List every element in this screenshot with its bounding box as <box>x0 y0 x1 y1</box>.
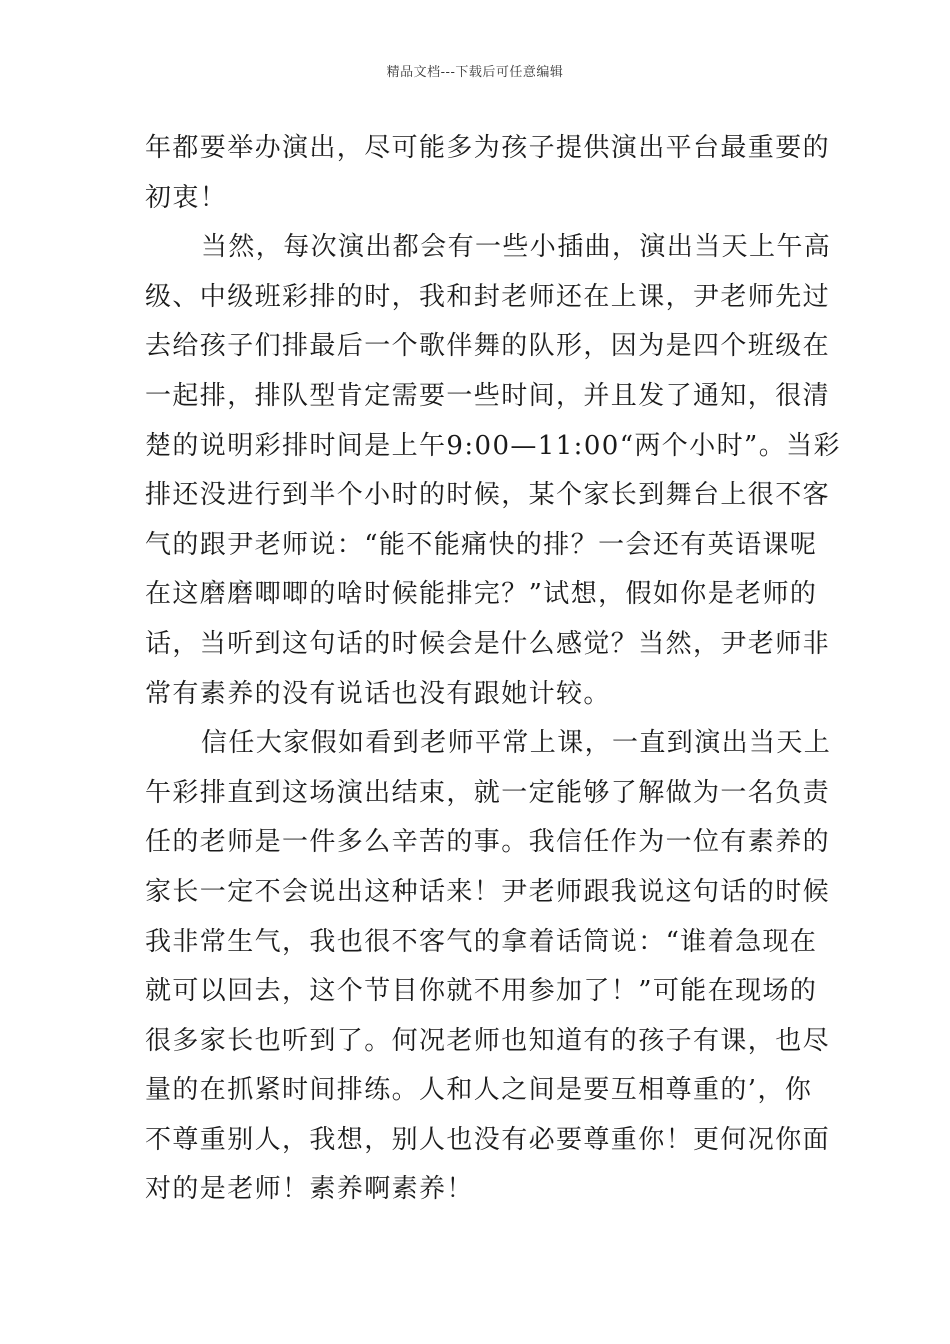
text-line: 对的是老师！素养啊素养！ <box>145 1174 474 1205</box>
text-line: 一起排，排队型肯定需要一些时间，并且发了通知，很清 <box>145 380 831 411</box>
text-line: 我非常生气，我也很不客气的拿着话筒说：“谁着急现在 <box>145 926 818 957</box>
text-line: 去给孩子们排最后一个歌伴舞的队形，因为是四个班级在 <box>145 331 831 362</box>
text-line: 初衷！ <box>145 182 228 213</box>
text-line: 很多家长也听到了。何况老师也知道有的孩子有课，也尽 <box>145 1025 831 1056</box>
text-line: 在这磨磨唧唧的啥时候能排完？”试想，假如你是老师的 <box>145 579 818 610</box>
text-line: 年都要举办演出，尽可能多为孩子提供演出平台最重要的 <box>145 133 831 163</box>
text-line: 排还没进行到半个小时的时候，某个家长到舞台上很不客 <box>145 480 831 511</box>
text-line: 任的老师是一件多么辛苦的事。我信任作为一位有素养的 <box>145 827 831 858</box>
text-line: 午彩排直到这场演出结束，就一定能够了解做为一名负责 <box>145 777 831 808</box>
document-body <box>145 124 841 1215</box>
paragraph-first-line: 当然，每次演出都会有一些小插曲，演出当天上午高 <box>201 232 832 263</box>
page-header: 精品文档---下载后可任意编辑 <box>386 65 564 80</box>
text-line: 气的跟尹老师说：“能不能痛快的排？一会还有英语课呢 <box>145 529 818 560</box>
text-line: 家长一定不会说出这种话来！尹老师跟我说这句话的时候 <box>145 876 831 907</box>
text-line: 级、中级班彩排的时，我和封老师还在上课，尹老师先过 <box>145 281 831 312</box>
text-line: 量的在抓紧时间排练。人和人之间是要互相尊重的’，你 <box>145 1075 813 1106</box>
text-line: 不尊重别人，我想，别人也没有必要尊重你！更何况你面 <box>145 1124 831 1155</box>
text-line: 就可以回去，这个节目你就不用参加了！”可能在现场的 <box>145 976 818 1007</box>
paragraph-first-line: 信任大家假如看到老师平常上课，一直到演出当天上 <box>201 728 832 759</box>
text-line: 常有素养的没有说话也没有跟她计较。 <box>145 678 611 709</box>
text-line: 楚的说明彩排时间是上午9:00—11:00“两个小时”。当彩 <box>145 430 841 461</box>
text-line: 话，当听到这句话的时候会是什么感觉？当然，尹老师非 <box>145 628 831 659</box>
